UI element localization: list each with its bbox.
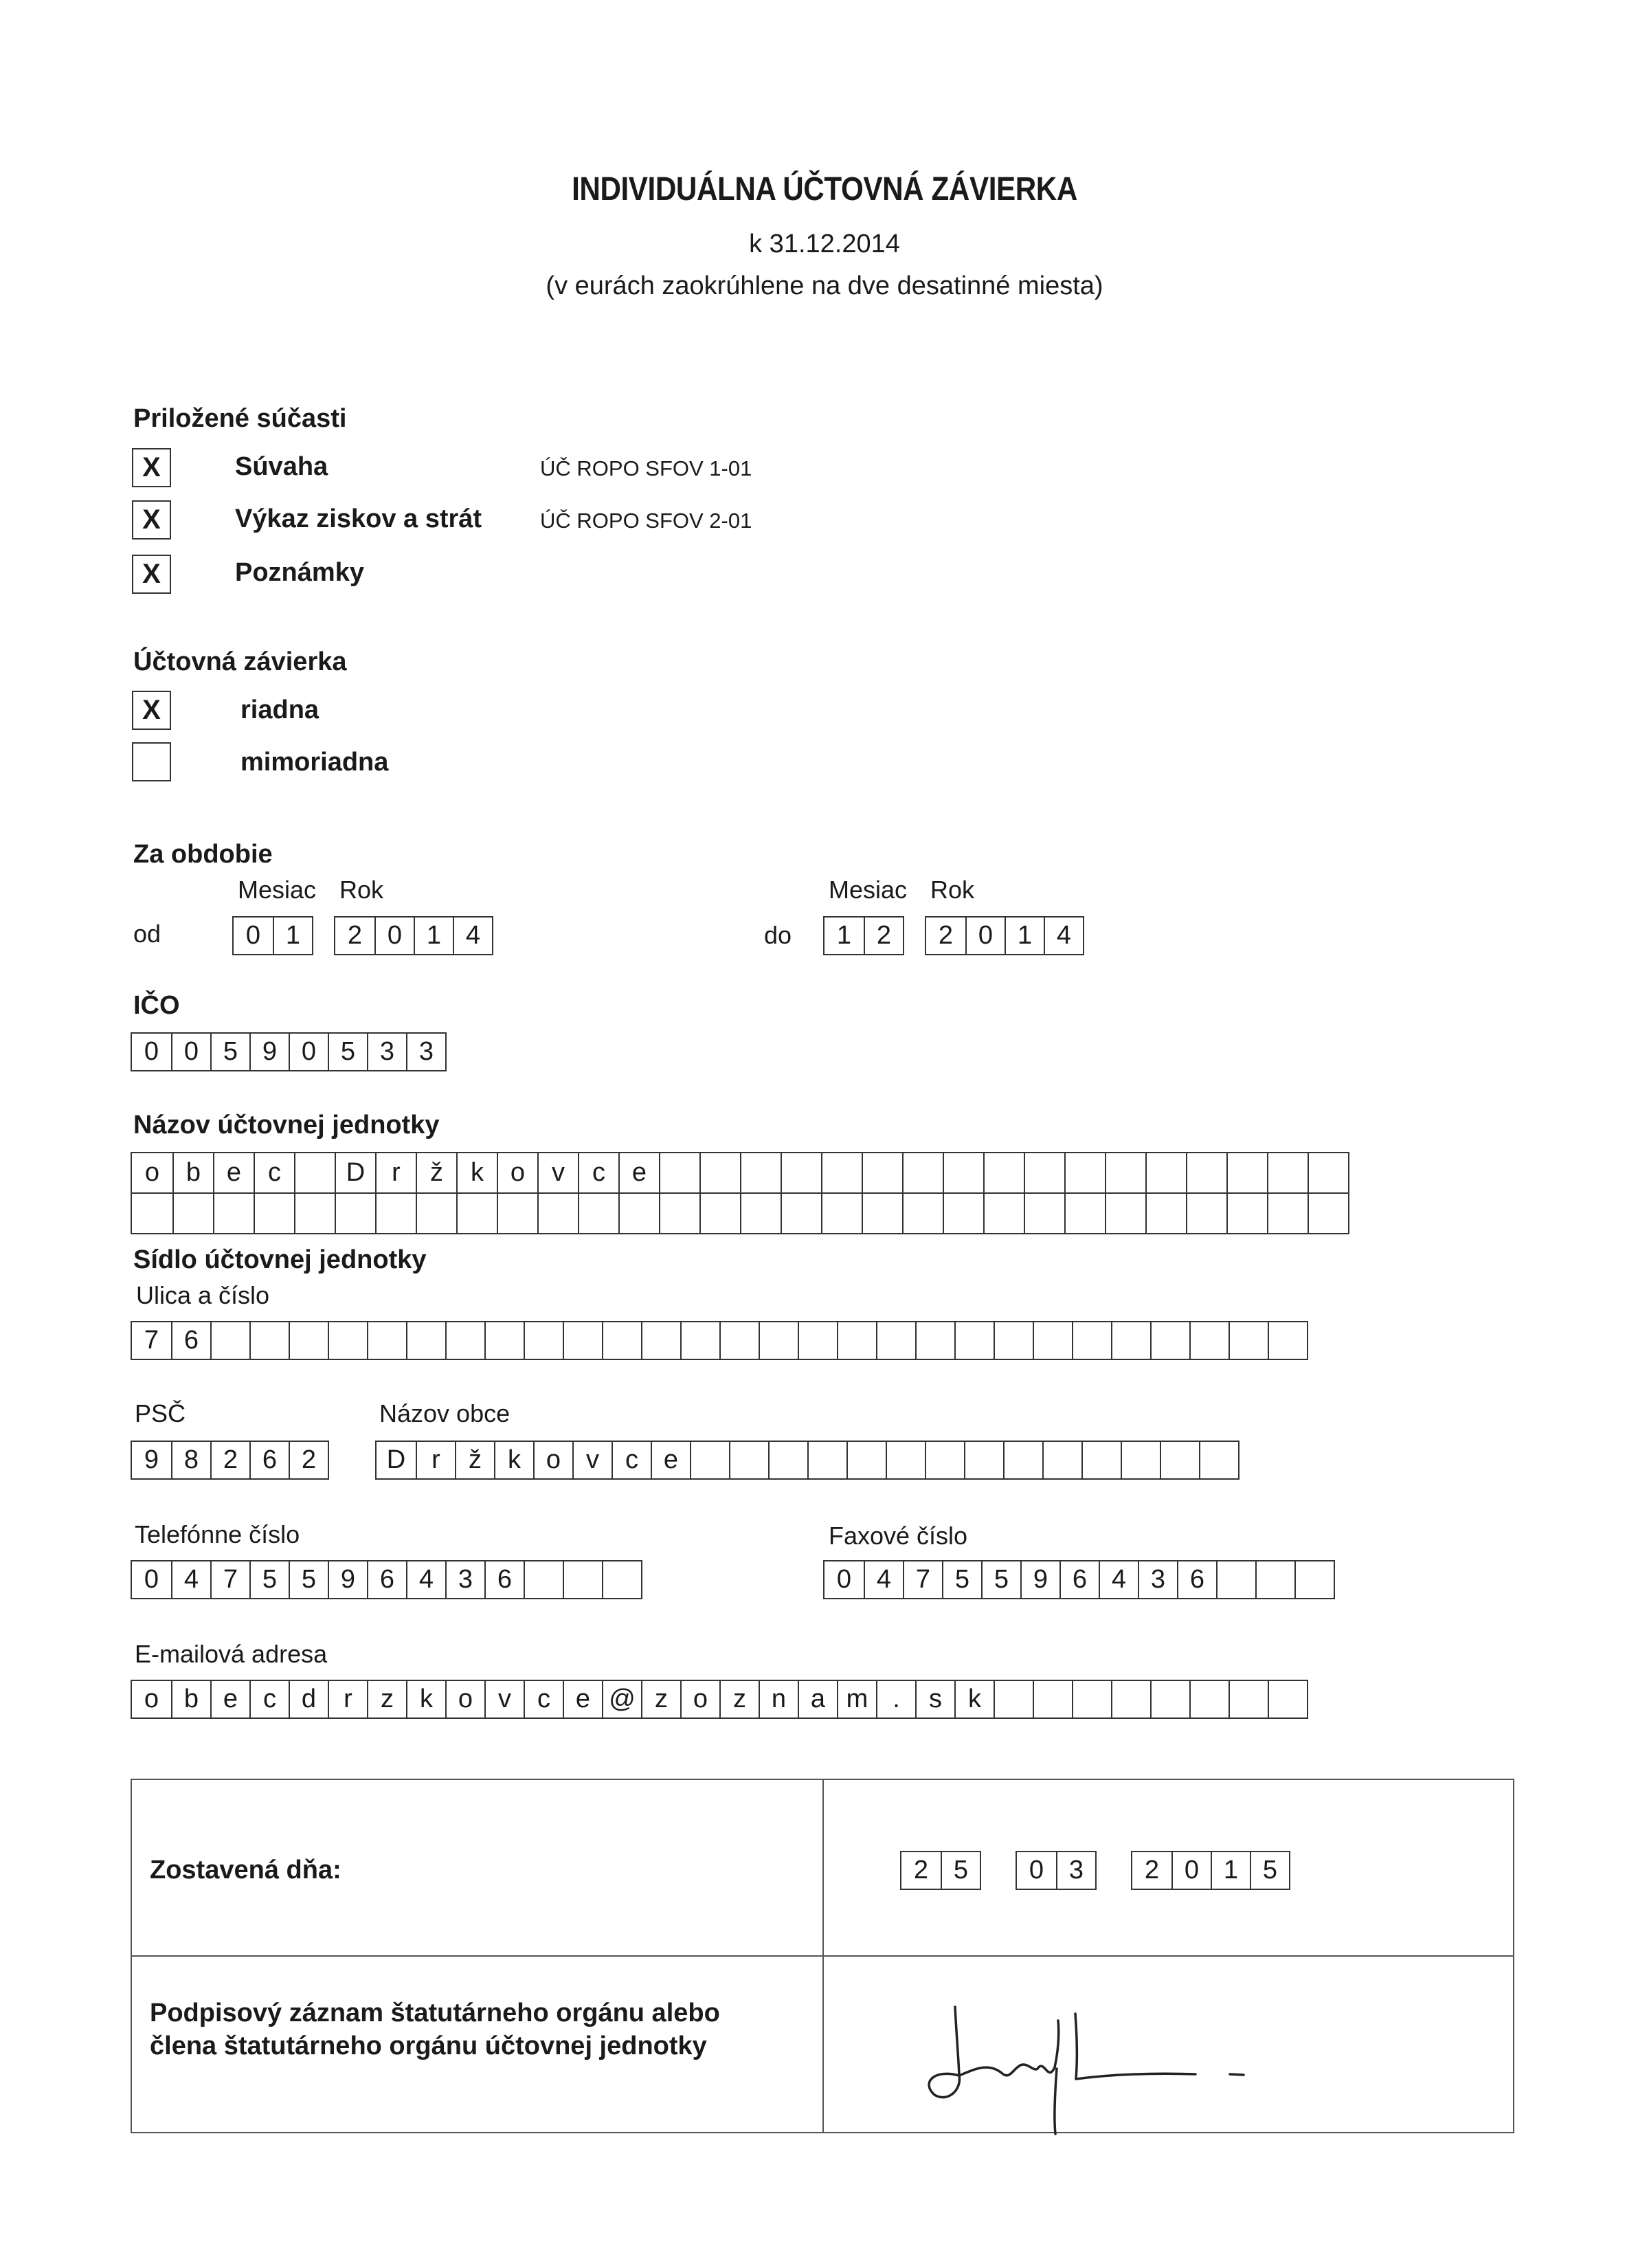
char-cell [886,1442,925,1478]
town-field[interactable] [375,1441,1239,1480]
char-cell [1064,1194,1105,1233]
char-cell [680,1322,719,1359]
seat-heading: Sídlo účtovnej jednotky [133,1245,427,1274]
digit-cell: 0 [144,1037,159,1066]
char-cell [954,1322,994,1359]
char-cell [335,1194,375,1233]
code-vykaz: ÚČ ROPO SFOV 2-01 [540,509,752,533]
char-cell [1072,1322,1111,1359]
digit-cell: 0 [1171,1852,1211,1889]
phone-label: Telefónne číslo [135,1520,300,1548]
signature-label-line1: Podpisový záznam štatutárneho orgánu alebo [150,1999,720,2027]
char-cell [964,1442,1003,1478]
char-cell [943,1194,983,1233]
ico-label: IČO [133,991,180,1020]
char-cell [915,1322,954,1359]
digit-cell: 5 [1250,1852,1289,1889]
char-cell [328,1322,367,1359]
char-cell: o [144,1158,160,1187]
digit-cell: 2 [938,921,954,950]
phone-field[interactable] [131,1560,642,1599]
char-cell [807,1442,846,1478]
table-divider [132,1955,1513,1957]
char-cell [659,1194,699,1233]
char-cell [1024,1153,1064,1192]
from-month-label: Mesiac [238,876,317,904]
char-cell: b [171,1681,210,1717]
digit-cell: 1 [273,918,312,954]
digit-cell [1294,1561,1334,1598]
char-cell [729,1442,768,1478]
to-month-field[interactable] [823,916,904,955]
char-cell [1150,1322,1189,1359]
char-cell [740,1153,781,1192]
street-field[interactable] [131,1321,1308,1360]
char-cell: o [445,1681,484,1717]
char-cell [983,1153,1024,1192]
char-cell: o [144,1685,159,1713]
signature-table [131,1779,1514,2133]
char-cell [294,1153,335,1192]
digit-cell: 4 [453,918,492,954]
char-cell [132,1194,172,1233]
signature-label-line2: člena štatutárneho orgánu účtovnej jednotky [150,2032,707,2060]
char-cell [1267,1194,1308,1233]
digit-cell: 9 [249,1034,289,1070]
char-cell: k [456,1153,497,1192]
email-label: E-mailová adresa [135,1640,328,1668]
digit-cell: 2 [913,1856,929,1885]
compiled-label: Zostavená dňa: [150,1856,341,1885]
digit-cell: 4 [406,1561,445,1598]
char-cell: r [416,1442,455,1478]
digit-cell: 0 [144,1565,159,1594]
char-cell [1033,1681,1072,1717]
char-cell [1150,1681,1189,1717]
attachments-heading: Priložené súčasti [133,404,347,433]
digit-cell: 2 [864,918,903,954]
char-cell: r [328,1681,367,1717]
char-cell [1145,1153,1186,1192]
char-cell [1105,1194,1145,1233]
char-cell [289,1322,328,1359]
char-cell [925,1442,964,1478]
digit-cell: 7 [210,1561,249,1598]
char-cell: k [954,1681,994,1717]
digit-cell [524,1561,563,1598]
digit-cell: 0 [289,1034,328,1070]
digit-cell: 2 [1144,1856,1160,1885]
digit-cell: 2 [347,921,363,950]
char-cell [994,1681,1033,1717]
char-cell: d [289,1681,328,1717]
char-cell [1121,1442,1160,1478]
digit-cell: 4 [1099,1561,1138,1598]
compiled-month-field[interactable] [1016,1851,1097,1890]
char-cell [1064,1153,1105,1192]
char-cell: ž [455,1442,494,1478]
entity-name-field[interactable] [131,1152,1349,1234]
digit-cell: 3 [406,1034,445,1070]
char-cell: k [494,1442,533,1478]
digit-cell: 6 [367,1561,406,1598]
char-cell [902,1194,943,1233]
char-cell [602,1322,641,1359]
char-cell: k [406,1681,445,1717]
checkbox-mimoriadna[interactable] [132,742,171,781]
digit-cell: 0 [374,918,414,954]
char-cell [1189,1322,1229,1359]
from-month-field[interactable] [232,916,313,955]
checkbox-vykaz[interactable]: X [132,500,171,540]
char-cell [1160,1442,1199,1478]
compiled-day-field[interactable] [900,1851,981,1890]
char-cell: . [876,1681,915,1717]
char-cell [781,1194,821,1233]
char-cell [618,1194,659,1233]
char-cell [1042,1442,1081,1478]
char-cell [798,1322,837,1359]
char-cell [1267,1153,1308,1192]
digit-cell: 5 [210,1034,249,1070]
digit-cell: 7 [903,1561,942,1598]
char-cell: v [572,1442,612,1478]
char-cell [699,1153,740,1192]
char-cell: o [497,1153,537,1192]
email-field[interactable] [131,1680,1308,1719]
char-cell [367,1322,406,1359]
digit-cell: 3 [1138,1561,1177,1598]
char-cell [1186,1194,1226,1233]
char-cell [1189,1681,1229,1717]
to-label: do [764,921,792,949]
digit-cell: 8 [171,1442,210,1478]
digit-cell: 5 [289,1561,328,1598]
char-cell [578,1194,618,1233]
char-cell [1145,1194,1186,1233]
char-cell [719,1322,759,1359]
char-cell [1199,1442,1238,1478]
char-cell [846,1442,886,1478]
digit-cell [563,1561,602,1598]
char-cell: e [651,1442,690,1478]
label-poznamky: Poznámky [235,558,364,587]
digit-cell: 5 [942,1561,981,1598]
digit-cell: 4 [1044,918,1083,954]
char-cell [699,1194,740,1233]
char-cell [641,1322,680,1359]
char-cell [821,1153,862,1192]
handwritten-signature [907,1993,1264,2144]
char-cell: 7 [144,1326,159,1355]
char-cell [659,1153,699,1192]
char-cell [1024,1194,1064,1233]
char-cell [876,1322,915,1359]
to-year-label: Rok [930,876,975,904]
char-cell [210,1322,249,1359]
char-cell [1268,1681,1307,1717]
digit-cell: 2 [210,1442,249,1478]
char-cell [416,1194,456,1233]
char-cell [1105,1153,1145,1192]
label-mimoriadna: mimoriadna [240,748,389,777]
digit-cell: 6 [249,1442,289,1478]
digit-cell: 0 [1029,1856,1044,1885]
char-cell [563,1322,602,1359]
char-cell [862,1153,902,1192]
char-cell [1111,1681,1150,1717]
char-cell [1308,1153,1348,1192]
digit-cell [602,1561,641,1598]
period-heading: Za obdobie [133,840,273,869]
char-cell [375,1194,416,1233]
char-cell [1081,1442,1121,1478]
char-cell: ž [416,1153,456,1192]
char-cell [1229,1322,1268,1359]
char-cell [445,1322,484,1359]
digit-cell: 0 [245,921,261,950]
label-suvaha: Súvaha [235,452,328,481]
digit-cell: 2 [289,1442,328,1478]
char-cell [759,1322,798,1359]
checkbox-suvaha[interactable]: X [132,448,171,487]
char-cell [781,1153,821,1192]
char-cell: v [484,1681,524,1717]
char-cell: z [719,1681,759,1717]
char-cell [690,1442,729,1478]
char-cell: m [837,1681,876,1717]
char-cell [902,1153,943,1192]
char-cell: v [537,1153,578,1192]
char-cell: e [210,1681,249,1717]
from-year-label: Rok [339,876,384,904]
compiled-year-field[interactable] [1131,1851,1290,1890]
checkbox-riadna[interactable]: X [132,691,171,730]
digit-cell [1255,1561,1294,1598]
entity-name-label: Názov účtovnej jednotky [133,1111,440,1139]
digit-cell: 5 [981,1561,1020,1598]
digit-cell: 5 [249,1561,289,1598]
char-cell [1229,1681,1268,1717]
char-cell: c [612,1442,651,1478]
fax-field[interactable] [823,1560,1335,1599]
char-cell [497,1194,537,1233]
char-cell: a [798,1681,837,1717]
char-cell [994,1322,1033,1359]
from-label: od [133,920,161,948]
char-cell: e [563,1681,602,1717]
char-cell: D [335,1153,375,1192]
char-cell [406,1322,445,1359]
closing-heading: Účtovná závierka [133,647,347,676]
form-subtitle: (v eurách zaokrúhlene na dve desatinné miesta) [546,271,1103,300]
digit-cell: 6 [484,1561,524,1598]
code-suvaha: ÚČ ROPO SFOV 1-01 [540,456,752,480]
label-riadna: riadna [240,696,319,724]
char-cell: c [578,1153,618,1192]
char-cell: 6 [171,1322,210,1359]
char-cell: r [375,1153,416,1192]
digit-cell: 1 [1211,1852,1250,1889]
char-cell: n [759,1681,798,1717]
char-cell [837,1322,876,1359]
from-year-field[interactable] [334,916,493,955]
char-cell: c [254,1153,294,1192]
digit-cell: 0 [171,1034,210,1070]
label-vykaz: Výkaz ziskov a strát [235,504,482,533]
char-cell [1308,1194,1348,1233]
digit-cell: 9 [144,1445,159,1474]
psc-label: PSČ [135,1399,186,1427]
digit-cell: 1 [414,918,453,954]
ico-field[interactable] [131,1032,447,1071]
digit-cell: 3 [1056,1852,1095,1889]
to-year-field[interactable] [925,916,1084,955]
char-cell: b [172,1153,213,1192]
digit-cell: 5 [941,1852,980,1889]
char-cell [1003,1442,1042,1478]
char-cell [254,1194,294,1233]
digit-cell: 3 [367,1034,406,1070]
char-cell: e [618,1153,659,1192]
street-label: Ulica a číslo [136,1281,270,1309]
digit-cell: 1 [836,921,852,950]
char-cell [1111,1322,1150,1359]
digit-cell [1216,1561,1255,1598]
char-cell [484,1322,524,1359]
char-cell: c [249,1681,289,1717]
char-cell: z [641,1681,680,1717]
digit-cell: 4 [864,1561,903,1598]
to-month-label: Mesiac [829,876,908,904]
digit-cell: 5 [328,1034,367,1070]
town-label: Názov obce [379,1399,511,1427]
char-cell [1072,1681,1111,1717]
char-cell: z [367,1681,406,1717]
digit-cell: 6 [1059,1561,1099,1598]
char-cell [172,1194,213,1233]
char-cell [740,1194,781,1233]
psc-field[interactable] [131,1441,329,1480]
digit-cell: 4 [171,1561,210,1598]
char-cell [524,1322,563,1359]
form-title: INDIVIDUÁLNA ÚČTOVNÁ ZÁVIERKA [572,171,1077,208]
char-cell [249,1322,289,1359]
checkbox-poznamky[interactable]: X [132,555,171,594]
char-cell: e [213,1153,254,1192]
digit-cell: 0 [836,1565,852,1594]
char-cell: o [533,1442,572,1478]
digit-cell: 9 [328,1561,367,1598]
fax-label: Faxové číslo [829,1522,968,1550]
form-date: k 31.12.2014 [749,230,900,258]
char-cell [768,1442,807,1478]
digit-cell: 0 [965,918,1005,954]
char-cell [213,1194,254,1233]
digit-cell: 3 [445,1561,484,1598]
char-cell [294,1194,335,1233]
digit-cell: 9 [1020,1561,1059,1598]
char-cell [1226,1194,1267,1233]
char-cell [1186,1153,1226,1192]
char-cell: @ [602,1681,641,1717]
char-cell [1268,1322,1307,1359]
digit-cell: 1 [1005,918,1044,954]
char-cell: s [915,1681,954,1717]
char-cell [1226,1153,1267,1192]
char-cell: o [680,1681,719,1717]
digit-cell: 6 [1177,1561,1216,1598]
char-cell: c [524,1681,563,1717]
char-cell [862,1194,902,1233]
char-cell [821,1194,862,1233]
char-cell [1033,1322,1072,1359]
char-cell [537,1194,578,1233]
char-cell [943,1153,983,1192]
char-cell [983,1194,1024,1233]
char-cell [456,1194,497,1233]
char-cell: D [386,1445,406,1474]
